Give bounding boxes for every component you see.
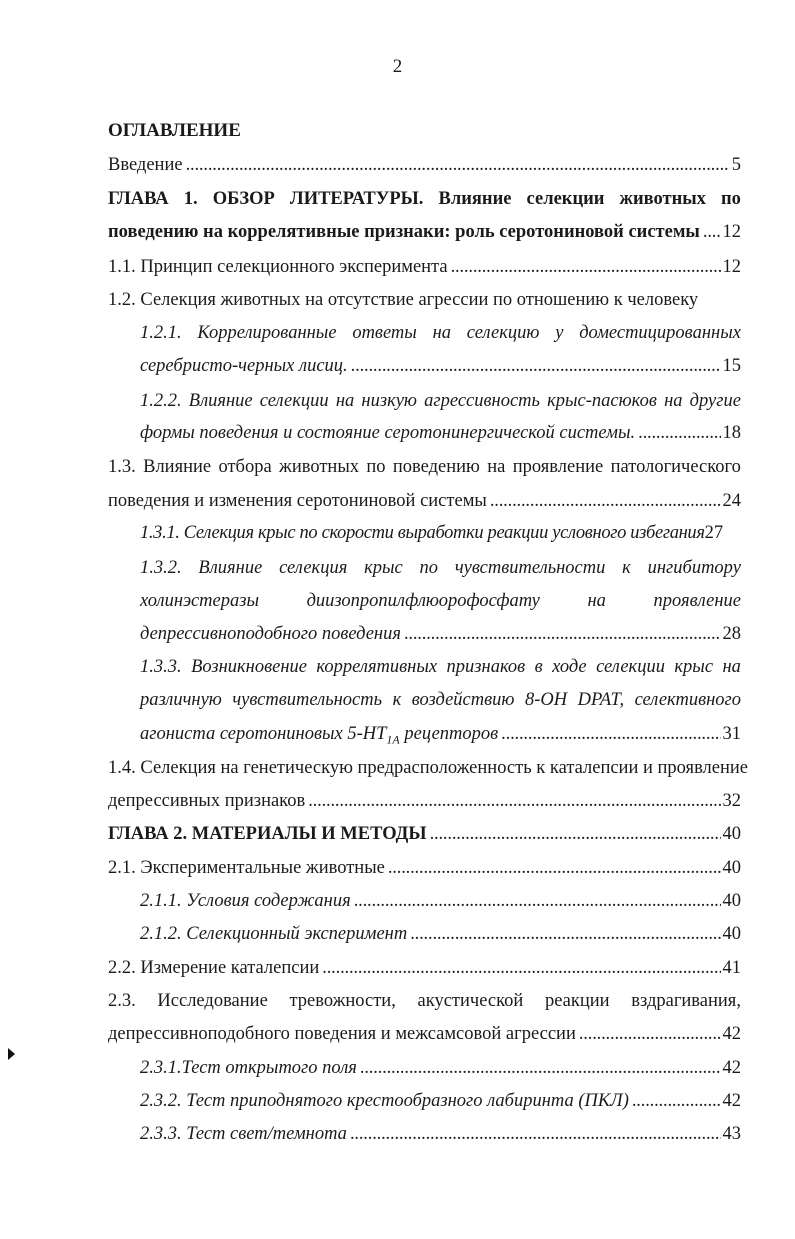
toc-page-number: 15 bbox=[722, 356, 741, 376]
toc-entry-chapter-2[interactable] bbox=[108, 822, 741, 846]
toc-entry-text: 2.3.3. Тест свет/темнота bbox=[140, 1124, 347, 1144]
word: ОБЗОР bbox=[212, 189, 275, 209]
toc-entry-1-2-1-line-2[interactable] bbox=[140, 354, 741, 378]
word: крыс bbox=[674, 657, 714, 677]
toc-page-number: 40 bbox=[722, 924, 741, 944]
word: 1.3.3. bbox=[140, 657, 182, 677]
dot-leader bbox=[638, 421, 720, 445]
toc-entry-2-3-2[interactable] bbox=[140, 1089, 741, 1113]
toc-entry-1-3-line-2[interactable] bbox=[108, 489, 741, 513]
word: ГЛАВА bbox=[108, 189, 169, 209]
toc-entry-text: Введение bbox=[108, 155, 183, 175]
dot-leader bbox=[350, 1122, 721, 1146]
word: агрессивность bbox=[424, 391, 540, 411]
toc-page-number: 42 bbox=[722, 1024, 741, 1044]
toc-entry-1-2[interactable]: 1.2. Селекция животных на отсутствие агрессии по отношению к человеку bbox=[108, 290, 699, 310]
toc-entry-text bbox=[140, 722, 498, 752]
toc-entry-text: формы поведения и состояние серотонинергической системы. bbox=[140, 423, 636, 443]
toc-page-number: 27 bbox=[704, 523, 724, 543]
toc-page-number: 40 bbox=[722, 891, 741, 911]
dot-leader bbox=[703, 220, 721, 244]
word: DPAT, bbox=[577, 690, 625, 710]
word: селекции bbox=[259, 391, 329, 411]
word: селекция bbox=[279, 558, 348, 578]
word: диизопропилфлюорофосфату bbox=[306, 591, 540, 611]
word: воздействию bbox=[411, 690, 515, 710]
toc-page-number: 5 bbox=[731, 155, 741, 175]
word: 1.3. bbox=[108, 457, 136, 477]
word: Влияние bbox=[438, 189, 512, 209]
word: 2.3. bbox=[108, 991, 136, 1011]
word: чувствительности bbox=[454, 558, 606, 578]
dot-leader bbox=[360, 1056, 721, 1080]
dot-leader bbox=[579, 1022, 721, 1046]
word: патологического bbox=[610, 457, 741, 477]
toc-entry-1-3-3-line-3[interactable] bbox=[140, 722, 741, 752]
word: другие bbox=[689, 391, 741, 411]
toc-entry-2-1-1[interactable] bbox=[140, 889, 741, 913]
toc-page-number: 12 bbox=[722, 222, 741, 242]
toc-page-number: 43 bbox=[722, 1124, 741, 1144]
word: животных bbox=[279, 457, 360, 477]
toc-page-number: 31 bbox=[722, 724, 741, 744]
word: Коррелированные bbox=[197, 323, 337, 343]
toc-page-number: 18 bbox=[722, 423, 741, 443]
word: по bbox=[419, 558, 439, 578]
word: на bbox=[432, 323, 452, 343]
toc-entry-chapter-1-line-1[interactable] bbox=[108, 187, 741, 211]
dot-leader bbox=[351, 354, 721, 378]
toc-entry-text: 2.3.1.Тест открытого поля bbox=[140, 1058, 357, 1078]
toc-entry-1-3-2-line-2[interactable] bbox=[140, 589, 741, 613]
toc-entry-2-3-line-2[interactable] bbox=[108, 1022, 741, 1046]
word: ЛИТЕРАТУРЫ. bbox=[289, 189, 424, 209]
word: у bbox=[555, 323, 564, 343]
word: акустической bbox=[417, 991, 524, 1011]
toc-entry-1-2-2-line-1[interactable] bbox=[140, 389, 741, 413]
toc-entry-text: поведению на коррелятивные признаки: роль серотониновой системы bbox=[108, 222, 700, 242]
toc-entry-intro[interactable] bbox=[108, 153, 741, 177]
word: признаков bbox=[446, 657, 526, 677]
dot-leader bbox=[404, 622, 721, 646]
dot-leader bbox=[430, 822, 721, 846]
word: на bbox=[664, 391, 683, 411]
toc-page-number: 41 bbox=[722, 958, 741, 978]
dot-leader bbox=[451, 255, 721, 279]
toc-entry-2-1[interactable] bbox=[108, 856, 741, 880]
word: различную bbox=[140, 690, 222, 710]
toc-entry-text: серебристо-черных лисиц. bbox=[140, 356, 348, 376]
word: селективного bbox=[634, 690, 741, 710]
word: тревожности, bbox=[289, 991, 396, 1011]
word: в bbox=[534, 657, 543, 677]
toc-page-number: 12 bbox=[722, 257, 741, 277]
toc-page-number: 42 bbox=[722, 1058, 741, 1078]
toc-entry-1-2-2-line-2[interactable] bbox=[140, 421, 741, 445]
toc-entry-text: поведения и изменения серотониновой системы bbox=[108, 491, 487, 511]
toc-entry-2-1-2[interactable] bbox=[140, 922, 741, 946]
toc-entry-1-3-3-line-1[interactable] bbox=[140, 655, 741, 679]
word: вздрагивания, bbox=[631, 991, 741, 1011]
toc-entry-text: 2.1.1. Условия содержания bbox=[140, 891, 351, 911]
word: ингибитору bbox=[647, 558, 741, 578]
toc-title: ОГЛАВЛЕНИЕ bbox=[108, 120, 241, 141]
toc-entry-chapter-1-line-2[interactable] bbox=[108, 220, 741, 244]
toc-entry-text: 1.3.1. Селекция крыс по скорости выработки реакции условного избегания bbox=[140, 523, 705, 543]
word: на bbox=[722, 657, 741, 677]
word: ответы bbox=[352, 323, 417, 343]
word: отбора bbox=[218, 457, 272, 477]
toc-page-number: 40 bbox=[722, 858, 741, 878]
toc-entry-text: 2.2. Измерение каталепсии bbox=[108, 958, 320, 978]
word: по bbox=[721, 189, 741, 209]
toc-entry-1-4-line-2[interactable] bbox=[108, 789, 741, 813]
word: доместицированных bbox=[579, 323, 741, 343]
word: ходе bbox=[552, 657, 587, 677]
dot-leader bbox=[410, 922, 720, 946]
word: крыс-пасюков bbox=[547, 391, 657, 411]
margin-triangle-icon bbox=[8, 1048, 15, 1060]
toc-entry-1-3-2-line-1[interactable] bbox=[140, 556, 741, 580]
word: на bbox=[587, 591, 606, 611]
toc-page-number: 28 bbox=[722, 624, 741, 644]
dot-leader bbox=[388, 856, 721, 880]
word: Возникновение bbox=[191, 657, 307, 677]
word: по bbox=[366, 457, 386, 477]
dot-leader bbox=[186, 153, 730, 177]
toc-entry-2-3-1[interactable] bbox=[140, 1056, 741, 1080]
dot-leader bbox=[501, 722, 720, 746]
toc-entry-text: 2.3.2. Тест приподнятого крестообразного лабиринта (ПКЛ) bbox=[140, 1091, 629, 1111]
toc-entry-text: 2.1.2. Селекционный эксперимент bbox=[140, 924, 408, 944]
word: 8-OH bbox=[524, 690, 568, 710]
toc-entry-2-2[interactable] bbox=[108, 956, 741, 980]
toc-entry-1-3-line-1[interactable] bbox=[108, 455, 741, 479]
word: селекцию bbox=[466, 323, 540, 343]
word: холинэстеразы bbox=[140, 591, 259, 611]
word: поведению bbox=[392, 457, 480, 477]
toc-page-number: 42 bbox=[722, 1091, 741, 1111]
word: реакции bbox=[544, 991, 610, 1011]
word: крыс bbox=[364, 558, 403, 578]
toc-entry-2-3-line-1[interactable] bbox=[108, 989, 741, 1013]
subscript: 1A bbox=[386, 732, 400, 747]
word: Влияние bbox=[198, 558, 263, 578]
toc-entry-1-3-3-line-2[interactable] bbox=[140, 688, 741, 712]
word: Исследование bbox=[157, 991, 268, 1011]
word: на bbox=[487, 457, 506, 477]
dot-leader bbox=[632, 1089, 721, 1113]
toc-entry-text: депрессивных признаков bbox=[108, 791, 306, 811]
toc-entry-text: депрессивноподобного поведения и межсамсовой агрессии bbox=[108, 1024, 576, 1044]
toc-entry-1-3-1[interactable] bbox=[140, 521, 741, 545]
word: низкую bbox=[361, 391, 417, 411]
word: 1.2.1. bbox=[140, 323, 182, 343]
word: 1. bbox=[183, 189, 198, 209]
word: на bbox=[335, 391, 355, 411]
toc-entry-text: 1.1. Принцип селекционного эксперимента bbox=[108, 257, 448, 277]
toc-entry-text: депрессивноподобного поведения bbox=[140, 624, 401, 644]
dot-leader bbox=[354, 889, 721, 913]
toc-entry-text: ГЛАВА 2. МАТЕРИАЛЫ И МЕТОДЫ bbox=[108, 824, 427, 844]
text-part: агониста серотониновых 5-HT bbox=[140, 724, 387, 744]
word: 1.2.2. bbox=[140, 391, 182, 411]
word: проявление bbox=[653, 591, 741, 611]
toc-entry-text: 2.1. Экспериментальные животные bbox=[108, 858, 385, 878]
word: проявление bbox=[512, 457, 604, 477]
toc-entry-1-4-line-1[interactable]: 1.4. Селекция на генетическую предрасположенность к каталепсии и проявление bbox=[108, 758, 749, 778]
toc-page-number: 32 bbox=[722, 791, 741, 811]
toc-entry-1-1[interactable] bbox=[108, 255, 741, 279]
word: селекции bbox=[526, 189, 605, 209]
toc-page-number: 24 bbox=[722, 491, 741, 511]
word: Влияние bbox=[188, 391, 253, 411]
dot-leader bbox=[322, 956, 720, 980]
toc-entry-1-3-2-line-3[interactable] bbox=[140, 622, 741, 646]
word: Влияние bbox=[143, 457, 212, 477]
word: к bbox=[622, 558, 631, 578]
toc-entry-1-2-1-line-1[interactable] bbox=[140, 321, 741, 345]
page-number: 2 bbox=[392, 56, 403, 77]
word: селекции bbox=[596, 657, 665, 677]
dot-leader bbox=[308, 789, 720, 813]
word: чувствительность bbox=[232, 690, 383, 710]
word: животных bbox=[619, 189, 706, 209]
toc-entry-2-3-3[interactable] bbox=[140, 1122, 741, 1146]
toc-page-number: 40 bbox=[722, 824, 741, 844]
word: 1.3.2. bbox=[140, 558, 182, 578]
dot-leader bbox=[490, 489, 721, 513]
text-part: рецепторов bbox=[399, 724, 499, 744]
word: коррелятивных bbox=[316, 657, 438, 677]
word: к bbox=[392, 690, 402, 710]
